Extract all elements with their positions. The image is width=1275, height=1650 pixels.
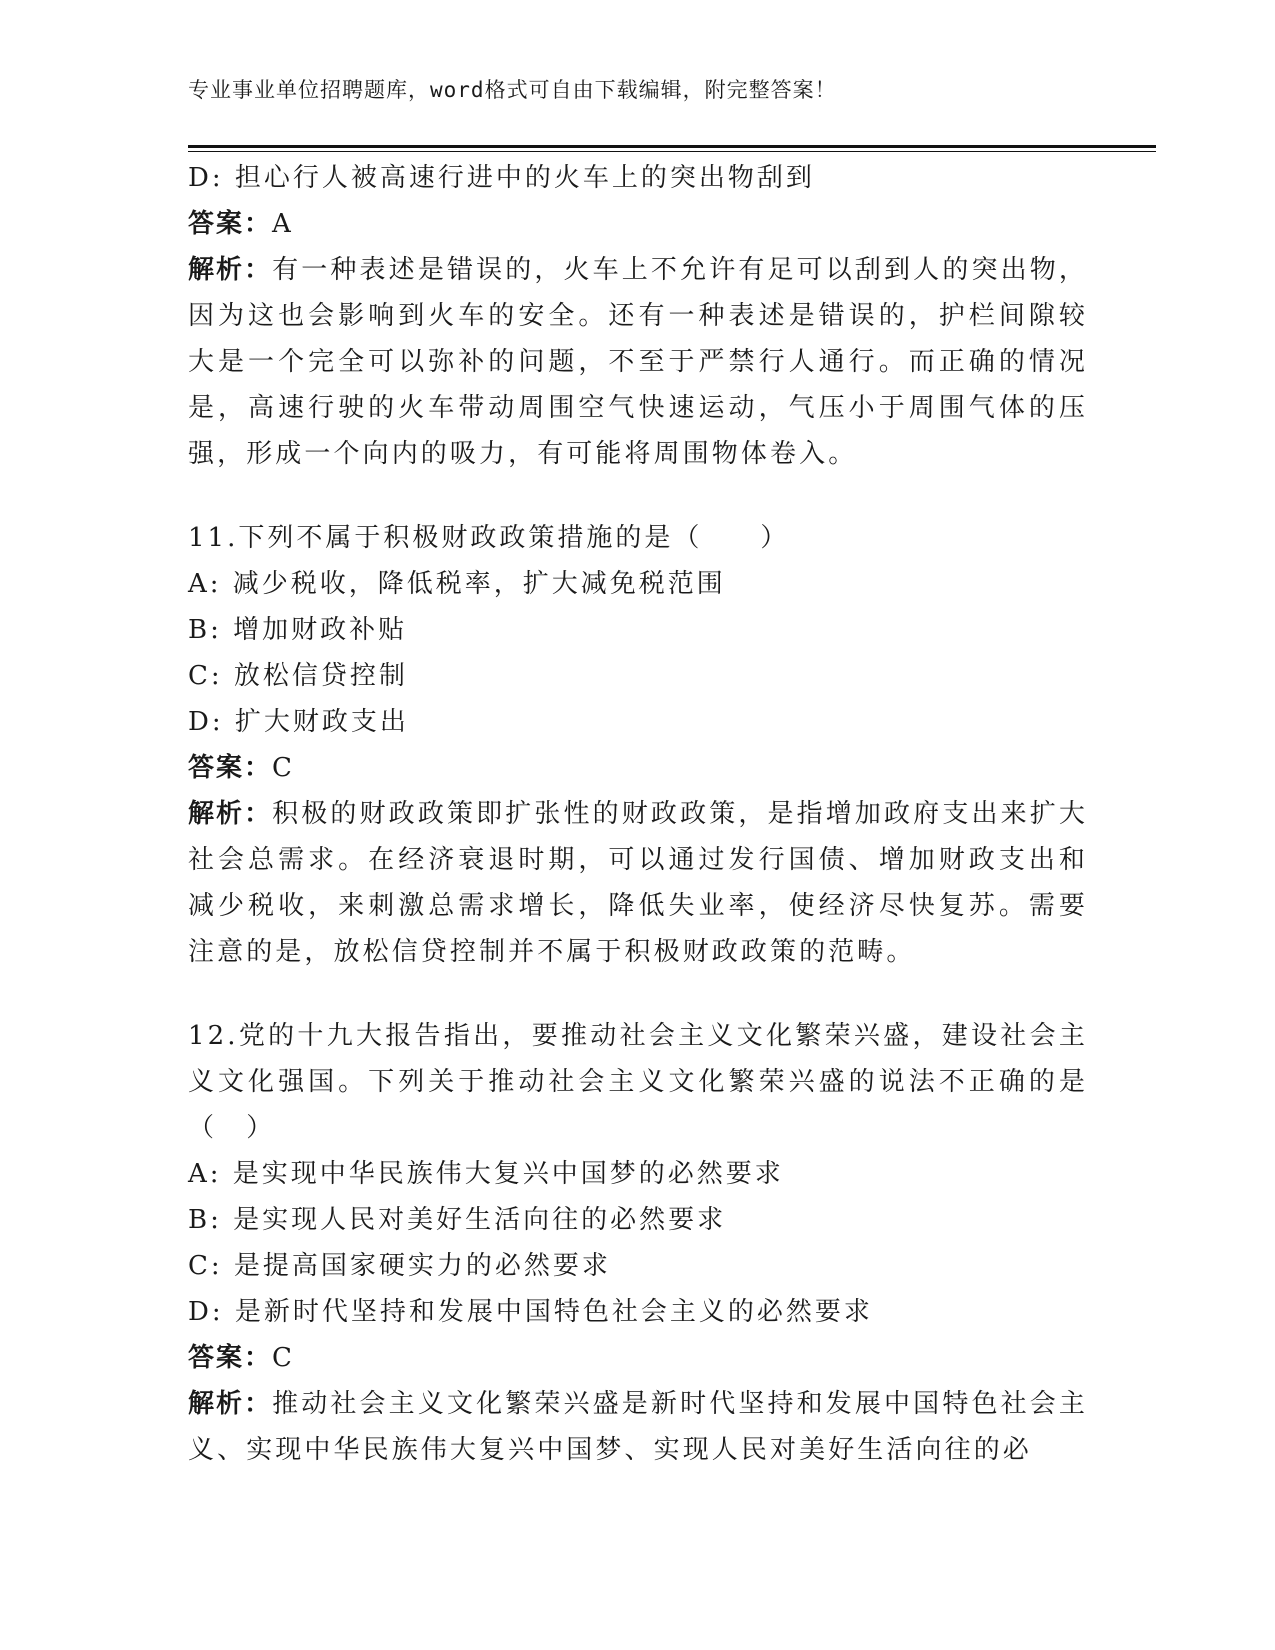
document-body	[188, 155, 1088, 1473]
prev-option-d: D: 担心行人被高速行进中的火车上的突出物刮到	[188, 163, 815, 193]
q11-analysis	[188, 791, 1088, 975]
header-rule-thick	[188, 145, 1156, 148]
q12-option-a: A: 是实现中华民族伟大复兴中国梦的必然要求	[188, 1159, 784, 1189]
analysis-text: 有一种表述是错误的，火车上不允许有足可以刮到人的突出物，因为这也会影响到火车的安全。还有一种表述是错误的，护栏间隙较大是一个完全可以弥补的问题，不至于严禁行人通行。而正确的情况是，高速行驶的火车带动周围空气快速运动，气压小于周围气体的压强，形成一个向内的吸力，有可能将周围物体卷入。	[188, 255, 1088, 469]
q11-option-d: D: 扩大财政支出	[188, 707, 409, 737]
q12-stem: 12.党的十九大报告指出，要推动社会主义文化繁荣兴盛，建设社会主义文化强国。下列关于推动社会主义文化繁荣兴盛的说法不正确的是（ ）	[188, 1021, 1088, 1143]
q12-option-b: B: 是实现人民对美好生活向往的必然要求	[188, 1205, 727, 1235]
q12-option-c: C: 是提高国家硬实力的必然要求	[188, 1251, 611, 1281]
answer-label: 答案：	[188, 753, 273, 783]
header-note: 专业事业单位招聘题库，word格式可自由下载编辑，附完整答案！	[188, 78, 837, 102]
prev-analysis	[188, 247, 1088, 477]
analysis-label: 解析：	[188, 1389, 273, 1419]
q11-option-b: B: 增加财政补贴	[188, 615, 408, 645]
q11-stem: 11.下列不属于积极财政政策措施的是（ ）	[188, 523, 790, 553]
answer-label: 答案：	[188, 1343, 273, 1373]
analysis-text: 积极的财政政策即扩张性的财政政策，是指增加政府支出来扩大社会总需求。在经济衰退时期，可以通过发行国债、增加财政支出和减少税收，来刺激总需求增长，降低失业率，使经济尽快复苏。需要注意的是，放松信贷控制并不属于积极财政政策的范畴。	[188, 799, 1088, 967]
analysis-text: 推动社会主义文化繁荣兴盛是新时代坚持和发展中国特色社会主义、实现中华民族伟大复兴中国梦、实现人民对美好生活向往的必	[188, 1389, 1088, 1465]
answer-value: C	[272, 1343, 295, 1373]
q12-analysis	[188, 1381, 1088, 1473]
spacer	[188, 975, 1088, 1013]
analysis-label: 解析：	[188, 799, 273, 829]
spacer	[188, 477, 1088, 515]
q11-option-a: A: 减少税收，降低税率，扩大减免税范围	[188, 569, 726, 599]
header-rule-thin	[188, 151, 1156, 152]
answer-label: 答案：	[188, 209, 273, 239]
analysis-label: 解析：	[188, 255, 273, 285]
q12-option-d: D: 是新时代坚持和发展中国特色社会主义的必然要求	[188, 1297, 873, 1327]
q11-option-c: C: 放松信贷控制	[188, 661, 408, 691]
answer-value: C	[272, 753, 295, 783]
answer-value: A	[272, 209, 294, 239]
q12-answer	[188, 1335, 1088, 1381]
prev-answer	[188, 201, 1088, 247]
q11-answer	[188, 745, 1088, 791]
